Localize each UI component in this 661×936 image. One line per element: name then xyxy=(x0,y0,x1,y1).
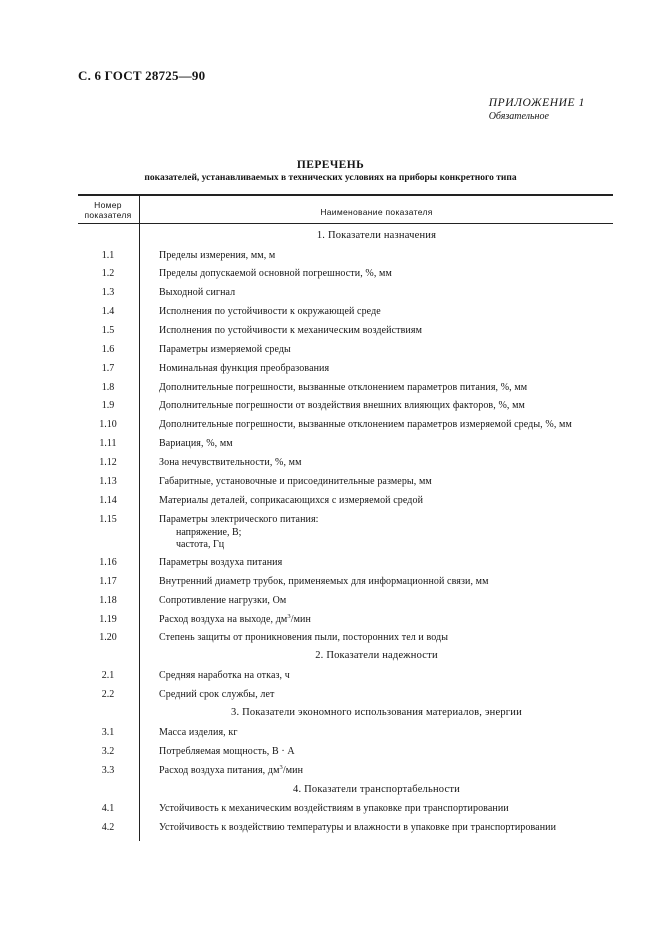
row-number: 1.18 xyxy=(99,595,117,606)
table-column-divider xyxy=(139,195,140,841)
row-text-tail: /мин xyxy=(290,614,311,625)
row-number: 1.9 xyxy=(101,400,115,411)
row-number: 1.3 xyxy=(101,287,115,298)
row-text: Средняя наработка на отказ, ч xyxy=(159,670,290,681)
row-number: 2.2 xyxy=(101,689,115,700)
row-number: 1.2 xyxy=(101,268,115,279)
row-text: Внутренний диаметр трубок, применяемых для информационной связи, мм xyxy=(159,576,489,587)
row-text: Зона нечувствительности, %, мм xyxy=(159,457,302,468)
row-text: Материалы деталей, соприкасающихся с измеряемой средой xyxy=(159,495,424,506)
row-number: 1.16 xyxy=(99,557,117,568)
row-text: Устойчивость к механическим воздействиям в упаковке при транспортировании xyxy=(159,803,509,814)
row-number: 1.5 xyxy=(101,325,115,336)
row-text: Потребляемая мощность, В · А xyxy=(159,746,295,757)
row-number: 1.17 xyxy=(99,576,117,587)
row-number: 1.6 xyxy=(101,344,115,355)
row-text: Выходной сигнал xyxy=(159,287,236,298)
page-header: С. 6 ГОСТ 28725—90 xyxy=(78,68,206,83)
table-top-rule xyxy=(78,194,613,196)
row-number: 1.19 xyxy=(99,614,117,625)
row-text-main: Расход воздуха питания, дм xyxy=(159,765,280,776)
document-title: ПЕРЕЧЕНЬ xyxy=(296,159,365,171)
appendix-note: Обязательное xyxy=(488,111,549,122)
appendix-label: ПРИЛОЖЕНИЕ 1 xyxy=(488,97,585,109)
section-heading-4: 4. Показатели транспортабельности xyxy=(293,784,460,795)
row-number: 1.11 xyxy=(99,438,117,449)
row-text: Габаритные, установочные и присоединительные размеры, мм xyxy=(159,476,432,487)
column-header-number xyxy=(78,200,138,220)
row-text-main: Расход воздуха на выходе, дм xyxy=(159,614,288,625)
row-text: Дополнительные погрешности, вызванные отклонением параметров питания, %, мм xyxy=(159,382,528,393)
row-number: 1.8 xyxy=(101,382,115,393)
row-subtext-frequency: частота, Гц xyxy=(176,539,225,550)
row-text: Исполнения по устойчивости к окружающей среде xyxy=(159,306,381,317)
document-subtitle: показателей, устанавливаемых в технических условиях на приборы конкретного типа xyxy=(144,173,517,183)
row-text: Устойчивость к воздействию температуры и влажности в упаковке при транспортировании xyxy=(159,822,557,833)
row-number: 3.2 xyxy=(101,746,115,757)
section-heading-1: 1. Показатели назначения xyxy=(316,230,437,241)
row-text: Дополнительные погрешности, вызванные отклонением параметров измеряемой среды, %, мм xyxy=(159,419,572,430)
row-text: Пределы допускаемой основной погрешности, %, мм xyxy=(159,268,392,279)
row-text-tail: /мин xyxy=(282,765,304,776)
row-number: 1.7 xyxy=(101,363,115,374)
row-number: 3.1 xyxy=(101,727,115,738)
table-header-rule xyxy=(78,223,613,224)
superscript: 3 xyxy=(279,764,283,771)
row-number: 1.20 xyxy=(99,632,117,643)
row-text xyxy=(159,765,303,776)
row-text: Дополнительные погрешности от воздействия внешних влияющих факторов, %, мм xyxy=(159,400,525,411)
row-number: 2.1 xyxy=(101,670,115,681)
row-text: Параметры воздуха питания xyxy=(159,557,283,568)
row-text: Номинальная функция преобразования xyxy=(159,363,330,374)
superscript: 3 xyxy=(287,613,291,620)
row-number: 1.4 xyxy=(101,306,115,317)
row-text: Параметры измеряемой среды xyxy=(159,344,291,355)
row-text: Параметры электрического питания: xyxy=(159,514,319,525)
row-text: Исполнения по устойчивости к механическим воздействиям xyxy=(159,325,422,336)
row-number: 4.1 xyxy=(101,803,115,814)
column-header-number-line2: показателя xyxy=(84,210,132,220)
row-text: Средний срок службы, лет xyxy=(159,689,275,700)
row-number: 1.10 xyxy=(99,419,117,430)
row-text: Масса изделия, кг xyxy=(159,727,238,738)
row-number: 1.14 xyxy=(99,495,117,506)
row-number: 1.15 xyxy=(99,514,117,525)
appendix-block xyxy=(489,97,585,123)
row-number: 1.13 xyxy=(99,476,117,487)
row-text: Сопротивление нагрузки, Ом xyxy=(159,595,287,606)
section-heading-3: 3. Показатели экономного использования материалов, энергии xyxy=(231,707,522,718)
column-header-number-line1: Номер xyxy=(94,200,122,210)
row-number: 3.3 xyxy=(101,765,115,776)
row-text: Степень защиты от проникновения пыли, посторонних тел и воды xyxy=(159,632,449,643)
column-header-name: Наименование показателя xyxy=(320,207,433,217)
row-number: 4.2 xyxy=(101,822,115,833)
row-number: 1.12 xyxy=(99,457,117,468)
row-subtext-voltage: напряжение, В; xyxy=(176,527,242,538)
row-text xyxy=(159,614,311,625)
row-text: Вариация, %, мм xyxy=(159,438,233,449)
section-heading-2: 2. Показатели надежности xyxy=(315,650,438,661)
row-number: 1.1 xyxy=(101,250,115,261)
row-text: Пределы измерения, мм, м xyxy=(159,250,276,261)
